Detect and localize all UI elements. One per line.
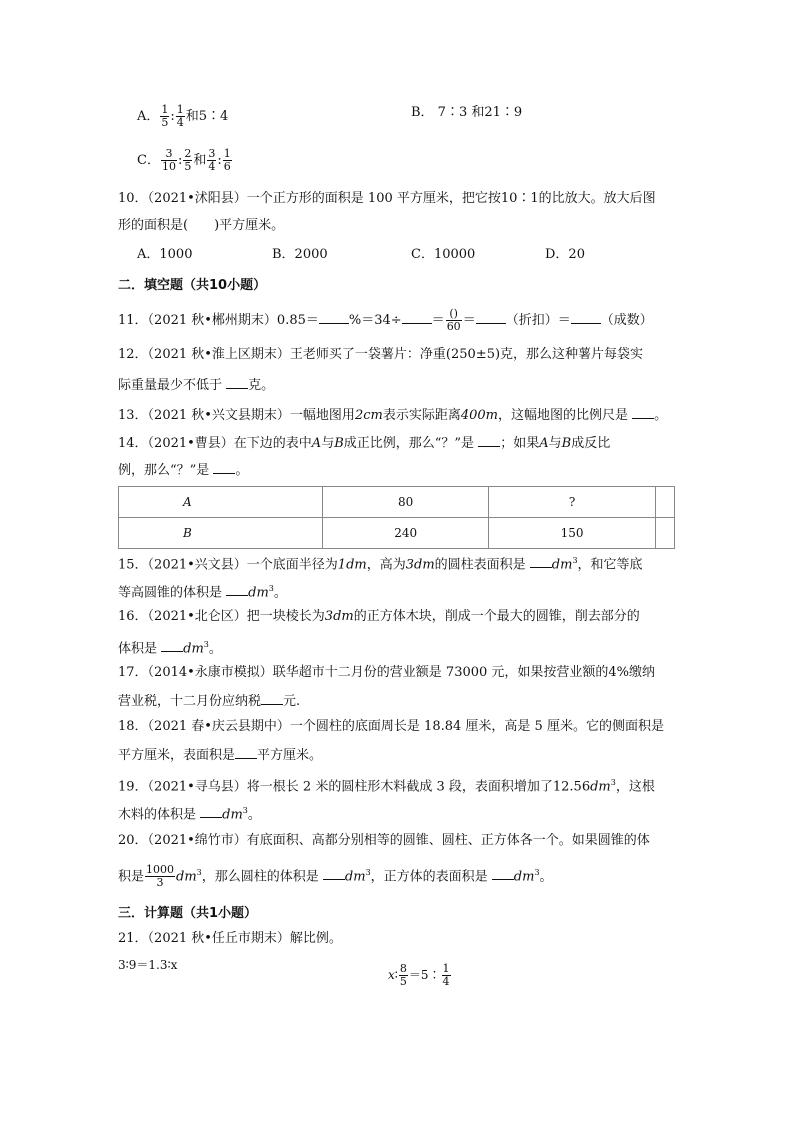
denominator: 5 — [399, 975, 407, 988]
question-text: 。 — [247, 807, 261, 823]
numerator: () — [446, 308, 462, 321]
math-variable: B — [561, 436, 572, 451]
q21-equation-1: 3∶9＝1.3∶x — [118, 958, 178, 972]
q10-option-d: D．20 — [545, 247, 585, 262]
question-text: 15．（2021•兴文县）一个底面半径为 — [118, 557, 338, 573]
question-text: 体积是 — [118, 641, 162, 657]
colon: : — [170, 109, 175, 124]
math-variable: A — [539, 436, 549, 451]
q16-line2 — [118, 636, 222, 658]
table-cell: 80 — [323, 487, 489, 518]
q19-line2 — [118, 802, 261, 824]
question-text: 14．（2021•曹县）在下边的表中 — [118, 436, 312, 451]
answer-blank — [478, 434, 500, 447]
fraction — [145, 864, 175, 889]
table-cell — [655, 487, 674, 518]
table-row-header: B — [119, 518, 323, 549]
exponent: 3 — [610, 778, 616, 787]
q17-line2 — [118, 692, 300, 711]
question-text: 。 — [235, 463, 249, 478]
option-label: C． — [137, 153, 160, 168]
answer-blank — [492, 867, 514, 880]
q18-line2 — [118, 746, 322, 765]
question-text: ，这幅地图的比例尺是 — [497, 408, 633, 423]
question-text: 克。 — [248, 378, 275, 393]
question-text: 平方厘米，表面积是 — [118, 748, 236, 763]
denominator: 3 — [156, 876, 164, 890]
answer-blank — [235, 746, 257, 759]
exponent: 3 — [196, 868, 202, 877]
denominator: 4 — [442, 975, 450, 988]
question-text: 与 — [548, 436, 562, 451]
q9-option-a — [137, 104, 228, 129]
math-variable: B — [334, 436, 344, 451]
option-text: 和5∶4 — [185, 109, 229, 124]
q10-option-b: B．2000 — [272, 247, 328, 262]
unit: dm — [222, 807, 243, 823]
question-text: 等高圆锥的体积是 — [118, 585, 227, 601]
fraction — [446, 308, 462, 333]
answer-blank — [261, 692, 283, 705]
question-text: 际重量最少不低于 — [118, 378, 227, 393]
unit: dm — [248, 585, 269, 601]
question-text: （折扣）＝ — [505, 313, 571, 328]
denominator: 5 — [184, 160, 192, 173]
q21-title: 21．（2021 秋•任丘市期末）解比例。 — [118, 931, 342, 946]
answer-blank — [200, 805, 222, 818]
table-row — [119, 518, 675, 549]
question-text: 的圆柱表面积是 — [434, 557, 530, 573]
section-heading-fill-in: 二．填空题（共10小题） — [118, 278, 267, 293]
option-text: 和 — [193, 153, 207, 168]
math-value: 2cm — [354, 408, 383, 423]
question-text: 。 — [273, 585, 287, 601]
section-heading-calculation: 三．计算题（共1小题） — [118, 906, 258, 921]
numerator: 3 — [208, 147, 216, 160]
table-cell: ? — [489, 487, 655, 518]
table-row — [119, 487, 675, 518]
question-text: ＝ — [431, 313, 445, 328]
answer-blank — [161, 639, 183, 652]
q10-option-c: C．10000 — [411, 247, 476, 262]
answer-blank — [323, 867, 345, 880]
q10-line2: 形的面积是( )平方厘米。 — [118, 218, 285, 233]
fraction — [183, 148, 192, 173]
q9-option-c — [137, 148, 233, 173]
question-text: 11．（2021 秋•郴州期末）0.85＝ — [118, 313, 319, 328]
q12-line1: 12．（2021 秋•淮上区期末）王老师买了一袋薯片：净重(250±5)克，那么这种薯片每袋实 — [118, 347, 644, 362]
q11 — [118, 308, 653, 333]
question-text: ，和它等底 — [577, 557, 643, 573]
table-row-header: A — [119, 487, 323, 518]
question-text: %＝34÷ — [348, 313, 402, 328]
answer-blank — [402, 311, 432, 324]
fraction — [176, 104, 185, 129]
question-text: ，这根 — [615, 779, 655, 795]
exponent: 3 — [365, 868, 371, 877]
question-text: 成正比例，那么“？”是 — [343, 436, 479, 451]
question-text: 的正方体木块，削成一个最大的圆锥，削去部分的 — [353, 609, 640, 624]
answer-blank — [226, 376, 248, 389]
question-text: 。 — [539, 869, 553, 885]
question-text: 与 — [321, 436, 335, 451]
question-text: 元. — [283, 694, 301, 709]
question-text: ；如果 — [500, 436, 540, 451]
question-text: 营业税，十二月份应纳税 — [118, 694, 262, 709]
numerator: 1 — [176, 103, 184, 116]
fraction — [399, 963, 408, 988]
denominator: 10 — [161, 160, 176, 173]
denominator: 4 — [176, 116, 184, 129]
table-cell: 150 — [489, 518, 655, 549]
table-cell — [655, 518, 674, 549]
question-text: 。 — [208, 641, 222, 657]
q15-line2 — [118, 580, 287, 602]
q10-option-a: A．1000 — [137, 247, 193, 262]
q21-equation-2 — [388, 963, 452, 988]
exponent: 3 — [268, 584, 274, 593]
q9-option-b: B． 7∶3 和21∶9 — [411, 105, 523, 120]
question-text: 成反比 — [571, 436, 611, 451]
math-value: 12.56 — [552, 779, 591, 795]
exponent: 3 — [203, 640, 209, 649]
q10-line1: 10．（2021•沭阳县）一个正方形的面积是 100 平方厘米，把它按10∶1的比放大。放大后图 — [118, 191, 656, 206]
unit: dm — [590, 779, 611, 795]
exponent: 3 — [534, 868, 540, 877]
unit: dm — [551, 557, 573, 573]
numerator: 3 — [161, 148, 177, 161]
q13 — [118, 406, 667, 425]
question-text: 19．（2021•寻乌县）将一根长 2 米的圆柱形木料截成 3 段，表面积增加了 — [118, 779, 553, 795]
fraction — [442, 963, 451, 988]
question-text: ＝ — [462, 313, 476, 328]
fraction — [207, 148, 216, 173]
q20-line1: 20．（2021•绵竹市）有底面积、高都分别相等的圆锥、圆柱、正方体各一个。如果圆锥的体 — [118, 833, 650, 848]
question-text: （成数） — [600, 313, 653, 328]
question-text: 木料的体积是 — [118, 807, 201, 823]
numerator: 8 — [399, 962, 407, 975]
answer-blank — [632, 406, 654, 419]
question-text: 表示实际距离 — [382, 408, 461, 423]
math-value: 3dm — [405, 557, 435, 573]
numerator: 1 — [223, 147, 231, 160]
unit: dm — [183, 641, 204, 657]
denominator: 6 — [223, 160, 231, 173]
question-text: ，正方体的表面积是 — [370, 869, 492, 885]
answer-blank — [319, 311, 349, 324]
denominator: 4 — [208, 160, 216, 173]
math-text: ＝5∶ — [408, 968, 441, 982]
exponent: 3 — [572, 556, 578, 565]
q20-line2 — [118, 860, 553, 890]
q16-line1 — [118, 608, 640, 626]
unit: dm — [176, 869, 197, 885]
numerator: 2 — [184, 147, 192, 160]
numerator: 1 — [442, 962, 450, 975]
answer-blank — [530, 555, 552, 568]
numerator: 1 — [161, 103, 169, 116]
question-text: 16．（2021•北仑区）把一块棱长为 — [118, 609, 325, 624]
q19-line1 — [118, 774, 655, 796]
unit: dm — [513, 869, 535, 885]
answer-blank — [476, 311, 506, 324]
table-cell: 240 — [323, 518, 489, 549]
colon: ∶ — [394, 968, 398, 982]
math-variable: A — [311, 436, 322, 451]
question-text: ，那么圆柱的体积是 — [201, 869, 323, 885]
q18-line1: 18．（2021 春•庆云县期中）一个圆柱的底面周长是 18.84 厘米，高是 5 厘米。它的侧面积是 — [118, 719, 664, 734]
math-value: 1dm — [337, 557, 367, 573]
colon: : — [177, 153, 183, 168]
proportion-table — [118, 486, 675, 549]
option-label: A． — [137, 109, 160, 124]
fraction — [160, 104, 169, 129]
answer-blank — [571, 311, 601, 324]
math-variable: x — [388, 968, 395, 982]
question-text: 积是 — [118, 869, 145, 885]
question-text: ，高为 — [366, 557, 406, 573]
answer-blank — [226, 583, 248, 596]
q14-line1 — [118, 434, 610, 453]
math-value: 400m — [460, 408, 498, 423]
unit: dm — [344, 869, 366, 885]
numerator: 1000 — [146, 863, 175, 877]
question-text: 13．（2021 秋•兴文县期末）一幅地图用 — [118, 408, 355, 423]
q12-line2 — [118, 376, 274, 395]
math-value: 3dm — [324, 609, 354, 624]
fraction — [223, 148, 232, 173]
question-text: 例，那么“？”是 — [118, 463, 214, 478]
question-text: 。 — [654, 408, 668, 423]
answer-blank — [213, 461, 235, 474]
q15-line1 — [118, 552, 643, 574]
colon: : — [217, 153, 222, 168]
denominator: 5 — [161, 116, 169, 129]
q14-line2 — [118, 461, 248, 480]
denominator: 60 — [446, 320, 461, 333]
fraction — [161, 148, 177, 173]
q17-line1: 17．（2014•永康市模拟）联华超市十二月份的营业额是 73000 元，如果按营业额的4%缴纳 — [118, 665, 656, 680]
exponent: 3 — [242, 806, 248, 815]
question-text: 平方厘米。 — [257, 748, 323, 763]
